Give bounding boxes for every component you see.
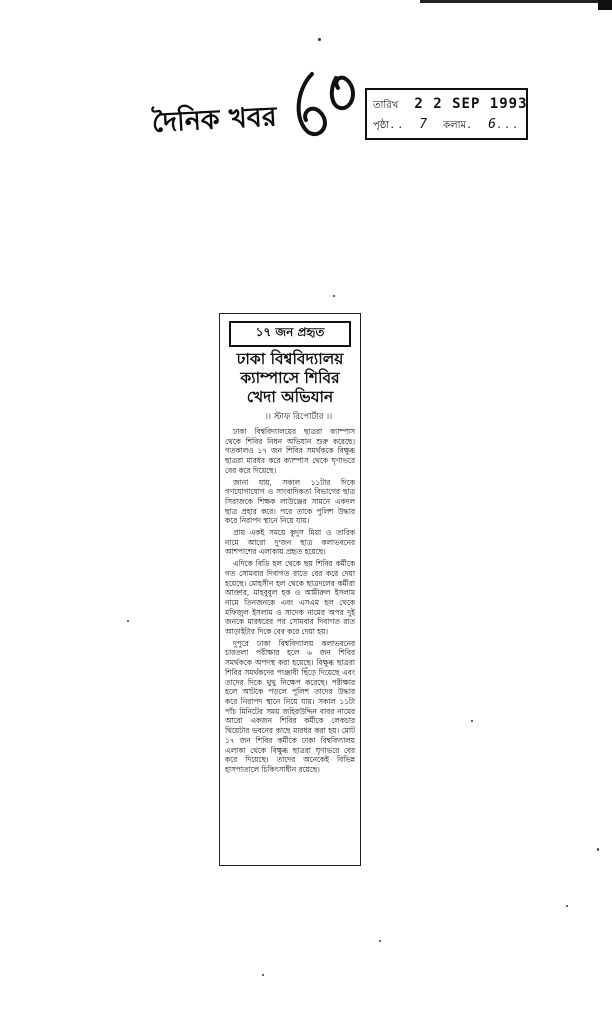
headline-line: খেদা অভিযান <box>246 388 334 406</box>
article-paragraph: প্রায় একই সময়ে কুদুস মিয়া ও তারিক নামে আরো দু'জন ছাত্র কলাভবনের আশপাশের এলাকায় প্রহৃত হয়েছে। <box>225 528 355 557</box>
handwritten-mark <box>290 64 362 144</box>
scan-speck <box>127 620 129 622</box>
stamp-page-value: 7 <box>419 117 428 132</box>
stamp-date-row <box>373 96 528 115</box>
headline-line: ক্যাম্পাসে শিবির <box>240 369 340 387</box>
stamp-page-label: পৃষ্ঠা <box>373 120 390 131</box>
article-paragraph: দুপুরে ঢাকা বিশ্ববিদ্যালয় কলাভবনের চারতলা পরীক্ষার হলে ৬ জন শিবির সমর্থককে অপদস্থ করা হয়েছে। বিক্ষুব্ধ ছাত্ররা শিবির সমর্থকদের পাঞ্জাবী ছিঁড়ে দিয়েছে এবং তাদের দিকে থুথু নিক্ষেপ করেছে। পরীক্ষার হলে আটকে পড়লে পুলিশ তাদের উদ্ধার করে নিরাপদ স্থানে নিয়ে যায়। সকাল ১১টা পাঁচ মিনিটের সময় জহিরউদ্দিন বাবর নামের আরো একজন শিবির কর্মীকে লেকচার থিয়েটার ভবনের কাছে মারধর করা হয়। মোট ১৭ জন শিবির কর্মীকে ঢাকা বিশ্ববিদ্যালয় এলাকা থেকে বিক্ষুব্ধ ছাত্ররা ঘৃণাভরে বের করে দিয়েছে। তাদের অনেকেই বিভিন্ন হাসপাতালে চিকিৎসাধীন রয়েছে। <box>225 638 355 774</box>
scan-speck <box>471 720 473 722</box>
article-paragraph: জানা যায়, সকাল ১১টার দিকে গণযোগাযোগ ও সাংবাদিকতা বিভাগের ছাত্র সিরাজকে শিক্ষক লাউঞ্জের সামনে একদল ছাত্র প্রহার করে। পরে তাকে পুলিশ উদ্ধার করে নিরাপদ স্থানে নিয়ে যায়। <box>225 477 355 526</box>
scan-speck <box>333 295 335 297</box>
scan-speck <box>379 940 381 942</box>
clipping-headline <box>225 350 355 407</box>
scan-speck <box>262 974 264 976</box>
article-paragraph: ঢাকা বিশ্ববিদ্যালয়ের ছাত্ররা ক্যাম্পাস থেকে শিবির নিধন অভিযান শুরু করেছে। গতকালও ১৭ জন শিবির সমর্থককে বিক্ষুব্ধ ছাত্ররা মারধর করে ক্যাম্পাস থেকে ঘৃণাভরে বের করে দিয়েছে। <box>225 427 355 475</box>
newspaper-masthead: দৈনিক খবর <box>151 101 278 139</box>
stamp-date-label: তারিখ <box>373 100 399 111</box>
stamp-date: 2 2 SEP 1993 <box>414 96 528 112</box>
article-paragraph: এদিকে বিডি হল থেকে ছয় শিবির কর্মীকে গত সোমবার দিবাগত রাতে বের করে দেয়া হয়েছে। মোহসীন হল থেকে ছাত্রদলের কর্মীরা আক্তার, মাহবুবুল হক ও আমীরুল ইসলাম নামে তিনজনকে এবং এসএম হল থেকে মফিজুল ইসলাম ও সাদেক নামের অপর দুই জনকে মারধরের পর সোমবার দিবাগত রাত আড়াইটার দিকে বের করে দেয়া হয়। <box>225 559 355 637</box>
news-clipping <box>219 313 361 866</box>
scan-edge-rule <box>420 0 612 3</box>
scan-edge-mark <box>598 0 612 10</box>
clipping-byline: ।। স্টাফ রিপোর্টার ।। <box>265 412 333 422</box>
scan-speck <box>566 905 568 907</box>
scan-speck <box>597 848 599 851</box>
stamp-page-row: পৃষ্ঠা.. 7 কলাম. 6... <box>373 117 520 132</box>
article-body <box>225 427 355 775</box>
handwritten-mark-text: ৬৩ <box>290 64 292 65</box>
stamp-column-label: কলাম <box>443 120 467 131</box>
date-stamp <box>365 88 528 140</box>
headline-line: ঢাকা বিশ্ববিদ্যালয় <box>236 350 344 368</box>
clipping-kicker: ১৭ জন প্রহৃত <box>229 321 351 347</box>
scan-speck <box>318 38 321 41</box>
stamp-column-value: 6 <box>488 117 496 132</box>
